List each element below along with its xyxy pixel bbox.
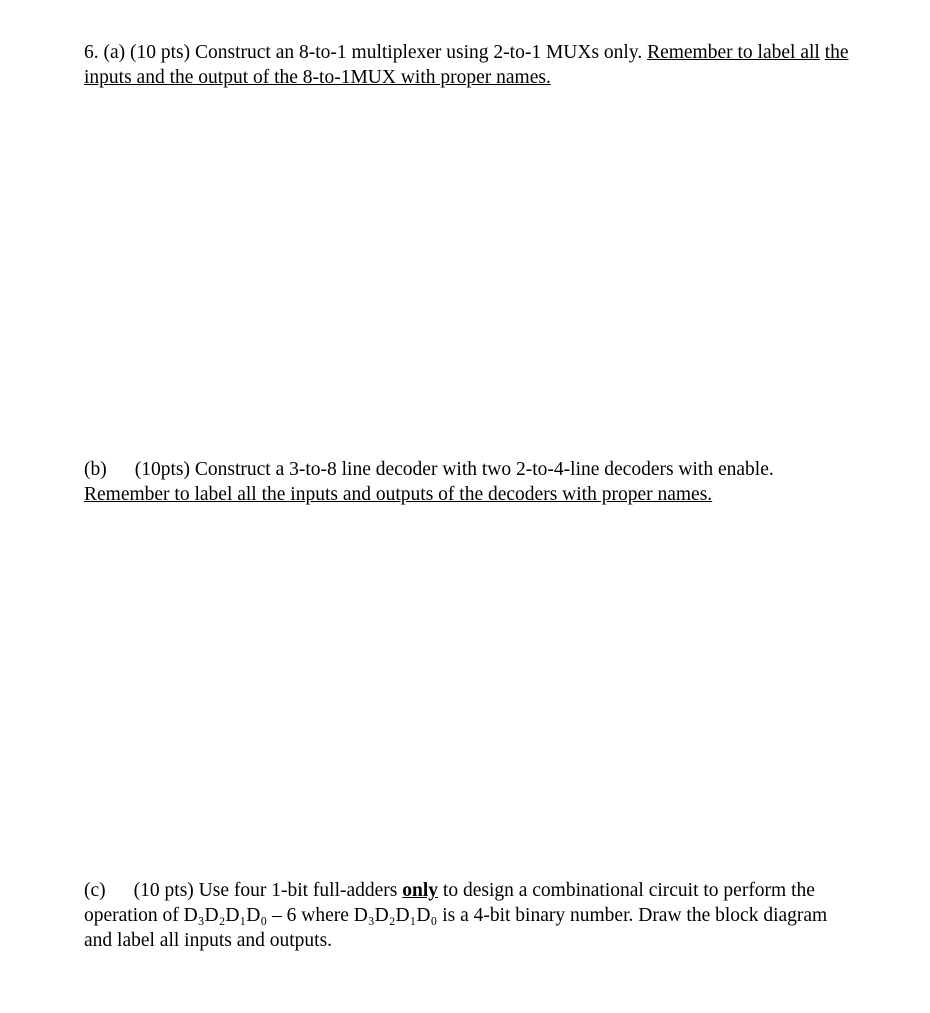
question-6b-text: (10pts) Construct a 3-to-8 line decoder with two 2-to-4-line decoders with enable. bbox=[134, 459, 774, 480]
question-6b-line-1 bbox=[84, 457, 884, 482]
question-6b-label: (b) bbox=[84, 459, 107, 480]
question-6b bbox=[84, 457, 884, 507]
question-6a-instruction-1: Remember to label all bbox=[647, 42, 820, 63]
question-6c-emphasis: only bbox=[402, 880, 439, 901]
question-6c-text-post: to design a combinational circuit to perform the bbox=[442, 880, 815, 901]
question-6c-line-1 bbox=[84, 878, 884, 903]
question-6b-instruction: Remember to label all the inputs and outputs of the decoders with proper names. bbox=[84, 484, 713, 505]
question-6a-text: 6. (a) (10 pts) Construct an 8-to-1 multiplexer using 2-to-1 MUXs only. bbox=[84, 42, 643, 63]
question-6c bbox=[84, 878, 884, 953]
question-6a-instruction-2: the bbox=[824, 42, 849, 63]
question-6a-line-1 bbox=[84, 40, 884, 65]
question-6a-instruction-3: inputs and the output of the 8-to-1MUX with proper names. bbox=[84, 67, 551, 88]
question-6c-label: (c) bbox=[84, 880, 106, 901]
question-6c-line-3: and label all inputs and outputs. bbox=[84, 930, 333, 951]
question-6c-text-pre: (10 pts) Use four 1-bit full-adders bbox=[133, 880, 398, 901]
question-6c-line-2: operation of D₃D₂D₁D₀ – 6 where D₃D₂D₁D₀ is a 4-bit binary number. Draw the block diagram bbox=[84, 905, 828, 926]
question-6a bbox=[84, 40, 884, 90]
